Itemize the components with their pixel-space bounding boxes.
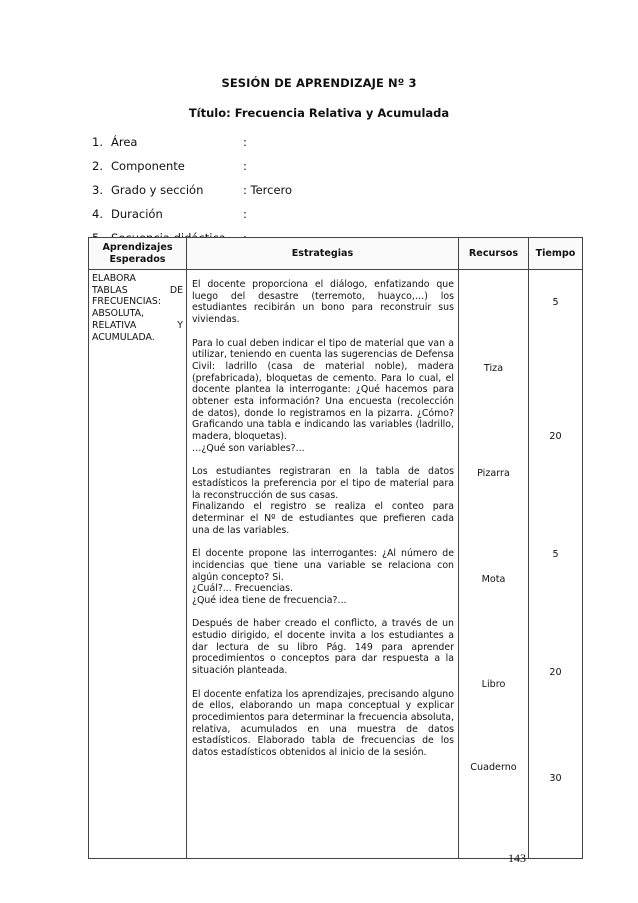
info-value: : Tercero bbox=[243, 183, 293, 197]
page-number: 143 bbox=[508, 851, 526, 865]
estrategias-cell bbox=[187, 270, 459, 859]
estrategia-paragraph bbox=[192, 618, 454, 677]
aprendizaje-line: TABLAS DE bbox=[92, 284, 183, 296]
aprendizaje-line: ABSOLUTA, bbox=[92, 308, 145, 320]
estrategia-text: El docente proporciona el diálogo, enfatizando que luego del desastre (terremoto, huayco,…) los estudiantes recibirán un bono para reconstruir sus viviendas. bbox=[192, 279, 454, 326]
recurso-item: Mota bbox=[481, 574, 506, 585]
session-table bbox=[88, 237, 583, 859]
info-value: : bbox=[243, 159, 247, 173]
estrategia-paragraph bbox=[192, 548, 454, 607]
header-tiempo: Tiempo bbox=[529, 238, 583, 270]
estrategia-text: Los estudiantes registraran en la tabla de datos estadísticos la preferencia por el tipo de material para la reconstrucción de sus casas. bbox=[192, 466, 454, 501]
aprendizaje-line: ELABORA bbox=[92, 273, 136, 284]
info-num: 4. bbox=[92, 207, 103, 221]
estrategia-paragraph bbox=[192, 338, 454, 455]
table-row bbox=[89, 270, 583, 859]
session-title: SESIÓN DE APRENDIZAJE Nº 3 bbox=[221, 76, 417, 90]
header-aprendizajes: Aprendizajes Esperados bbox=[89, 238, 187, 270]
recursos-cell bbox=[459, 270, 529, 859]
tiempo-item: 5 bbox=[552, 549, 559, 560]
tiempo-cell bbox=[529, 270, 583, 859]
aprendizaje-line: ACUMULADA. bbox=[92, 331, 155, 343]
recurso-item: Pizarra bbox=[477, 468, 510, 479]
info-num: 1. bbox=[92, 135, 103, 149]
session-subtitle: Título: Frecuencia Relativa y Acumulada bbox=[188, 106, 450, 120]
info-label: Área bbox=[111, 135, 138, 149]
header-recursos: Recursos bbox=[459, 238, 529, 270]
estrategia-paragraph bbox=[192, 466, 454, 536]
table-header-row bbox=[89, 238, 583, 270]
tiempo-item: 20 bbox=[549, 431, 562, 442]
aprendizaje-line: RELATIVA Y bbox=[92, 319, 183, 331]
tiempo-item: 20 bbox=[549, 667, 562, 678]
info-label: Duración bbox=[111, 207, 163, 221]
info-value: : bbox=[243, 135, 247, 149]
estrategia-paragraph bbox=[192, 279, 454, 326]
header-estrategias: Estrategias bbox=[187, 238, 459, 270]
info-num: 3. bbox=[92, 183, 103, 197]
estrategia-text: Después de haber creado el conflicto, a través de un estudio dirigido, el docente invita a los estudiantes a dar lectura de su libro Pág. 149 para aprender procedimientos o conceptos para dar respuesta a la situación planteada. bbox=[192, 618, 454, 677]
estrategia-text: Para lo cual deben indicar el tipo de material que van a utilizar, teniendo en cuenta las sugerencias de Defensa Civil: ladrillo (casa de material noble), madera (prefabricada), bloquetas de cemento. Para lo cual, el docente plantea la interrogante: ¿Qué hacemos para obtener esta información? Una encuesta (recolección de datos), donde lo registramos en la pizarra. ¿Cómo? Graficando una tabla e indicando las variables (ladrillo, madera, bloquetas). bbox=[192, 337, 454, 443]
info-value: : bbox=[243, 207, 247, 221]
estrategia-text: El docente enfatiza los aprendizajes, precisando alguno de ellos, elaborando un mapa conceptual y explicar procedimientos para determinar la frecuencia absoluta, relativa, acumulados en una muestra de datos estadísticos. Elaborado tabla de frecuencias de los datos estadísticos obtenidos al inicio de la sesión. bbox=[192, 688, 454, 759]
estrategia-text: …¿Qué son variables?... bbox=[192, 442, 305, 454]
recurso-item: Tiza bbox=[483, 363, 504, 374]
aprendizajes-cell bbox=[89, 270, 187, 859]
tiempo-item: 5 bbox=[552, 297, 559, 308]
tiempo-item: 30 bbox=[549, 773, 562, 784]
aprendizaje-line: FRECUENCIAS: bbox=[92, 296, 162, 308]
info-label: Grado y sección bbox=[111, 183, 204, 197]
estrategia-text: ¿Qué idea tiene de frecuencia?... bbox=[192, 594, 347, 606]
estrategia-text: El docente propone las interrogantes: ¿Al número de incidencias que tiene una variable se relaciona con algún concepto? Si. bbox=[192, 548, 454, 583]
recurso-item: Libro bbox=[481, 679, 506, 690]
estrategia-paragraph bbox=[192, 689, 454, 759]
info-num: 2. bbox=[92, 159, 103, 173]
estrategia-text: Finalizando el registro se realiza el conteo para determinar el Nº de estudiantes que prefieren cada una de las variables. bbox=[192, 501, 454, 536]
recurso-item: Cuaderno bbox=[470, 762, 517, 773]
info-label: Componente bbox=[111, 159, 185, 173]
estrategia-text: ¿Cuál?... Frecuencias. bbox=[192, 583, 294, 595]
